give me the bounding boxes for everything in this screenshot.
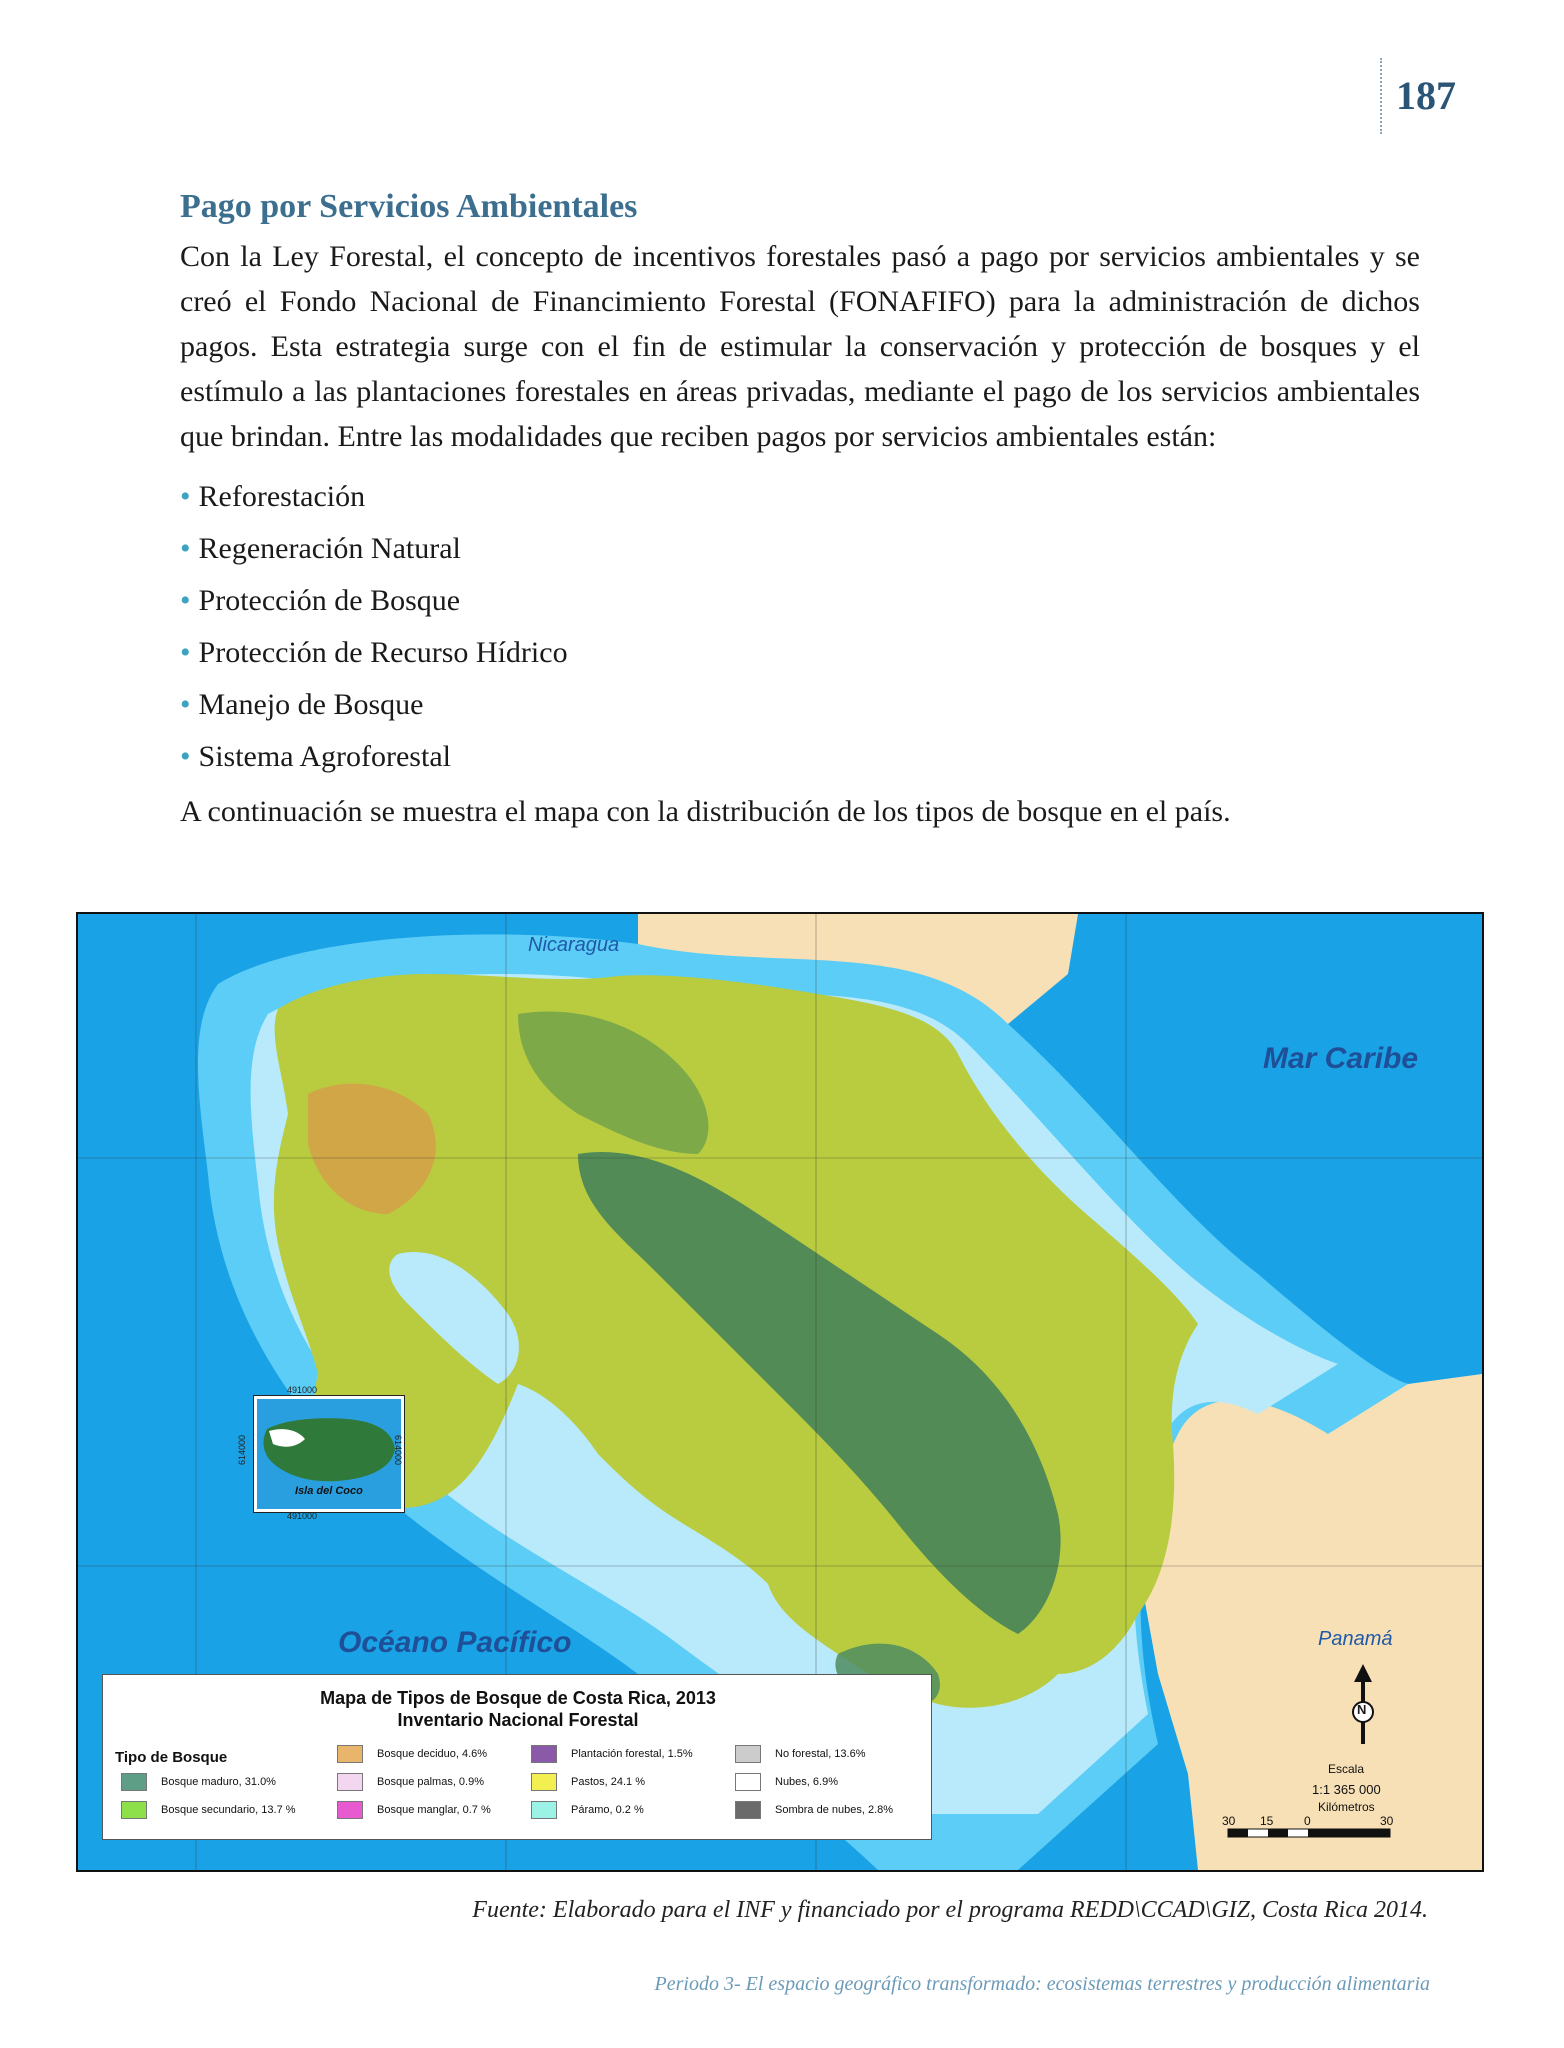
legend-title: Mapa de Tipos de Bosque de Costa Rica, 2013 (320, 1688, 716, 1708)
north-arrow-icon (1348, 1664, 1378, 1744)
legend-label: Bosque secundario, 13.7 % (161, 1804, 296, 1816)
legend-label: Bosque deciduo, 4.6% (377, 1748, 488, 1760)
legend-swatch (735, 1801, 761, 1819)
inset-label: Isla del Coco (295, 1485, 363, 1497)
scale-tick: 30 (1380, 1814, 1394, 1828)
legend-item (121, 1773, 276, 1791)
scale-bar-segment (1308, 1829, 1390, 1837)
list-item-label: Regeneración Natural (198, 532, 461, 565)
legend-label: Bosque maduro, 31.0% (161, 1776, 276, 1788)
list-item (180, 679, 1420, 731)
legend-swatch (531, 1773, 557, 1791)
section-heading: Pago por Servicios Ambientales (180, 188, 638, 225)
list-item-label: Sistema Agroforestal (198, 740, 451, 773)
legend-label: Bosque manglar, 0.7 % (377, 1804, 491, 1816)
bullet-icon: • (180, 636, 191, 669)
scale-tick: 0 (1304, 1814, 1311, 1828)
scale-unit: Kilómetros (1318, 1800, 1375, 1814)
page-number: 187 (1380, 58, 1500, 134)
legend-swatch (337, 1745, 363, 1763)
list-item (180, 471, 1420, 523)
label-mar-caribe: Mar Caribe (1263, 1042, 1419, 1075)
legend-swatch (121, 1801, 147, 1819)
list-item-label: Protección de Recurso Hídrico (198, 636, 568, 669)
island-shape (263, 1418, 395, 1481)
inset-coord-bottom: 491000 (287, 1511, 318, 1521)
legend-swatch (337, 1801, 363, 1819)
legend-swatch (735, 1745, 761, 1763)
legend-item (337, 1773, 484, 1791)
inset-isla-del-coco (237, 1385, 404, 1521)
neighbor-land-panama (1138, 1354, 1482, 1870)
legend-heading: Tipo de Bosque (115, 1749, 228, 1766)
scale-bar-segment (1228, 1829, 1248, 1837)
legend-item (337, 1801, 491, 1819)
bullet-icon: • (180, 532, 191, 565)
list-item (180, 523, 1420, 575)
bullet-icon: • (180, 688, 191, 721)
map-legend (102, 1674, 932, 1840)
north-arrow-head (1354, 1664, 1372, 1682)
legend-item (735, 1801, 893, 1819)
label-panama: Panamá (1318, 1628, 1393, 1650)
list-item (180, 627, 1420, 679)
legend-swatch (531, 1801, 557, 1819)
legend-label: No forestal, 13.6% (775, 1748, 866, 1760)
bullet-icon: • (180, 480, 191, 513)
scale-label: Escala (1328, 1762, 1365, 1776)
scale-tick: 30 (1222, 1814, 1236, 1828)
label-oceano-pacifico: Océano Pacífico (338, 1626, 572, 1659)
legend-item (735, 1745, 866, 1763)
legend-item (337, 1745, 487, 1763)
label-nicaragua: Nicaragua (528, 934, 620, 956)
legend-label: Páramo, 0.2 % (571, 1804, 644, 1816)
page-footer: Periodo 3- El espacio geográfico transformado: ecosistemas terrestres y producción alimentaria (654, 1973, 1430, 1995)
legend-subtitle: Inventario Nacional Forestal (397, 1710, 639, 1730)
scale-tick: 15 (1260, 1814, 1274, 1828)
scale-ratio: 1:1 365 000 (1312, 1782, 1381, 1797)
legend-swatch (121, 1773, 147, 1791)
legend-swatch (531, 1745, 557, 1763)
list-item-label: Protección de Bosque (198, 584, 461, 617)
legend-label: Nubes, 6.9% (775, 1776, 838, 1788)
legend-item (531, 1773, 645, 1791)
map-source-caption: Fuente: Elaborado para el INF y financiado por el programa REDD\CCAD\GIZ, Costa Rica 2014. (472, 1897, 1428, 1923)
modalities-list (180, 471, 1420, 783)
legend-item (531, 1745, 693, 1763)
section-paragraph: Con la Ley Forestal, el concepto de incentivos forestales pasó a pago por servicios ambientales y se creó el Fondo Nacional de Financimiento Forestal (FONAFIFO) para la administración de dichos pagos. Esta estrategia surge con el fin de estimular la conservación y protección de bosques y el estímulo a las plantaciones forestales en áreas privadas, mediante el pago de los servicios ambientales que brindan. Entre las modalidades que reciben pagos por servicios ambientales están: (180, 240, 1420, 453)
legend-item (531, 1801, 644, 1819)
main-content (180, 186, 1420, 834)
north-letter: N (1357, 1702, 1367, 1717)
scale-bar-segment (1268, 1829, 1288, 1837)
list-item (180, 575, 1420, 627)
list-item-label: Manejo de Bosque (198, 688, 424, 721)
legend-swatch (337, 1773, 363, 1791)
inset-coord-right: 614000 (393, 1434, 404, 1466)
legend-item (121, 1801, 296, 1819)
legend-item (735, 1773, 838, 1791)
list-item (180, 731, 1420, 783)
legend-label: Sombra de nubes, 2.8% (775, 1804, 894, 1816)
inset-coord-left: 614000 (237, 1434, 248, 1466)
forest-type-map (76, 912, 1484, 1872)
bullet-icon: • (180, 584, 191, 617)
legend-swatch (735, 1773, 761, 1791)
map-intro-text: A continuación se muestra el mapa con la distribución de los tipos de bosque en el país. (180, 795, 1231, 828)
list-item-label: Reforestación (198, 480, 366, 513)
bullet-icon: • (180, 740, 191, 773)
inset-coord-top: 491000 (287, 1385, 318, 1395)
legend-label: Bosque palmas, 0.9% (377, 1776, 485, 1788)
legend-label: Plantación forestal, 1.5% (571, 1748, 693, 1760)
legend-label: Pastos, 24.1 % (571, 1776, 645, 1788)
